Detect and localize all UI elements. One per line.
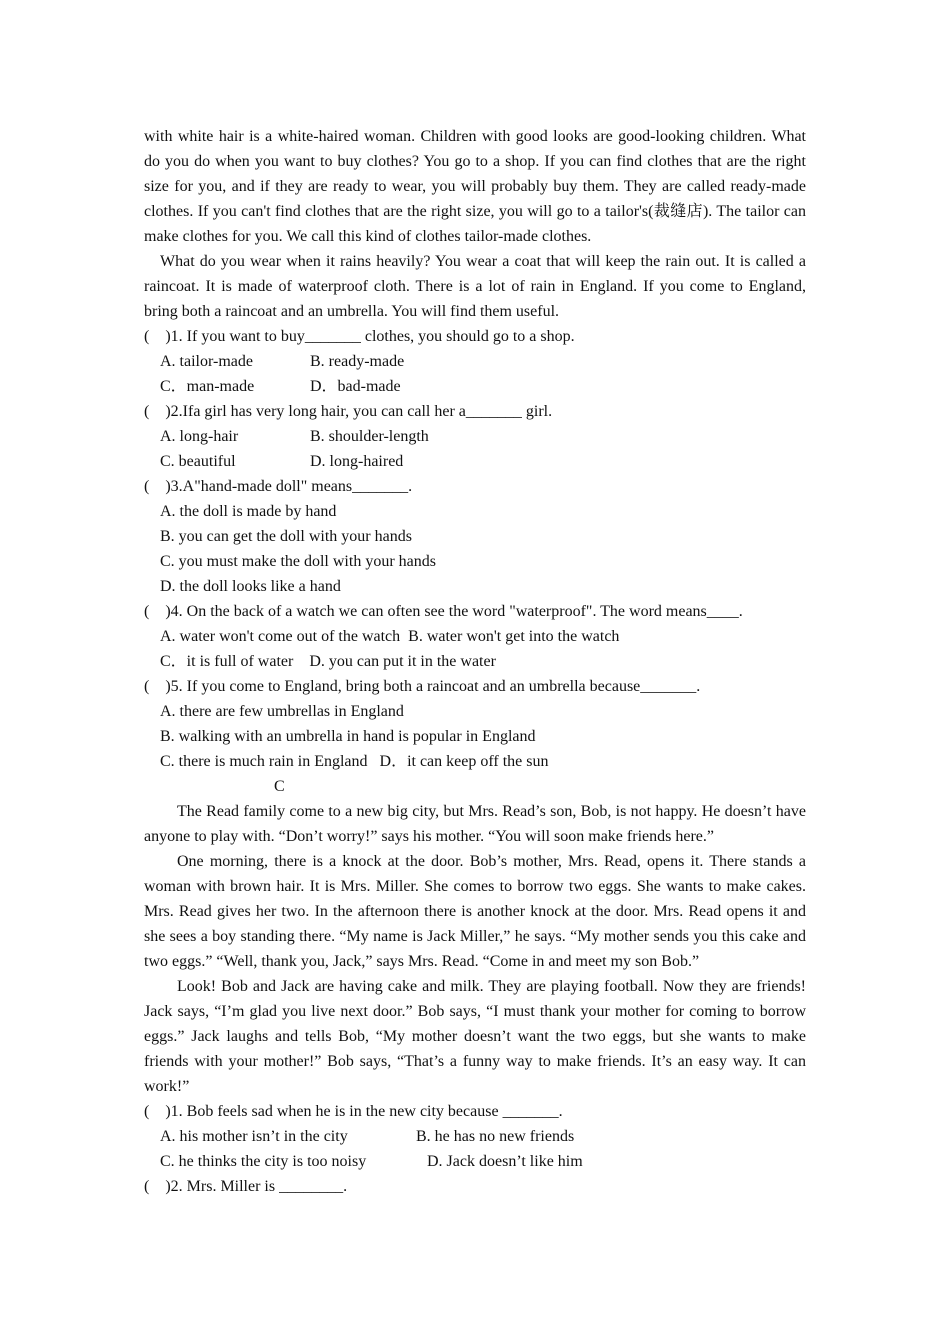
question-b2-option-a: A. long-hair — [160, 428, 239, 445]
question-c1-option-a: A. his mother isn’t in the city — [160, 1128, 348, 1145]
question-b5-option-b: B. walking with an umbrella in hand is popular in England — [160, 728, 536, 745]
question-b1-options-row-1 — [144, 349, 806, 374]
question-b4-options-row-1 — [144, 624, 806, 649]
question-b2-option-c: C. beautiful — [160, 453, 236, 470]
question-b4-options-ab: A. water won't come out of the watch B. water won't get into the watch — [160, 628, 620, 645]
passage-c-paragraph-2: One morning, there is a knock at the door. Bob’s mother, Mrs. Read, opens it. There stands a woman with brown hair. It is Mrs. Miller. She comes to borrow two eggs. She wants to make cakes. Mrs. Read gives her two. In the afternoon there is another knock at the door. Mrs. Read opens it and she sees a boy standing there. “My name is Jack Miller,” he says. “My mother sends you this cake and two eggs.” “Well, thank you, Jack,” says Mrs. Read. “Come in and meet my son Bob.” — [144, 853, 806, 970]
passage-c-paragraph-3: Look! Bob and Jack are having cake and milk. They are playing football. Now they are friends! Jack says, “I’m glad you live next door.” Bob says, “I must thank your mother for coming to borrow eggs.” Jack laughs and tells Bob, “My mother doesn’t want the two eggs, but she wants to make friends with your mother!” Bob says, “That’s a funny way to make friends. It’s an easy way. It can work!” — [144, 978, 806, 1095]
document-page — [144, 124, 806, 1199]
question-b5-options-cd-row — [144, 749, 806, 774]
question-b3-option-c-row — [144, 549, 806, 574]
question-b1-option-c: C．man-made — [160, 378, 255, 395]
question-b5-option-b-row — [144, 724, 806, 749]
question-b2-option-b: B. shoulder-length — [310, 428, 429, 445]
question-b3-stem: ( )3.A"hand-made doll" means_______. — [144, 478, 413, 495]
question-c1-options-row-2 — [144, 1149, 806, 1174]
question-b3-option-a-row — [144, 499, 806, 524]
question-b5-option-a: A. there are few umbrellas in England — [160, 703, 404, 720]
question-b4-stem: ( )4. On the back of a watch we can often see the word "waterproof". The word means____. — [144, 603, 743, 620]
question-b4-options-row-2 — [144, 649, 806, 674]
question-c1-options-row-1 — [144, 1124, 806, 1149]
question-b3-option-c: C. you must make the doll with your hands — [160, 553, 436, 570]
section-c-label: C — [274, 778, 285, 795]
question-b3-option-a: A. the doll is made by hand — [160, 503, 337, 520]
question-c1-stem: ( )1. Bob feels sad when he is in the new city because _______. — [144, 1103, 563, 1120]
question-b2-option-d: D. long-haired — [310, 453, 404, 470]
question-b3-option-d: D. the doll looks like a hand — [160, 578, 341, 595]
passage-b-paragraph-1: with white hair is a white-haired woman. Children with good looks are good-looking children. What do you do when you want to buy clothes? You go to a shop. If you can find clothes that are the right size for you, and if they are ready to wear, you will probably buy them. They are called ready-made clothes. If you can't find clothes that are the right size, you will go to a tailor's(裁缝店). The tailor can make clothes for you. We call this kind of clothes tailor-made clothes. — [144, 128, 806, 245]
passage-c-paragraph-1: The Read family come to a new big city, but Mrs. Read’s son, Bob, is not happy. He doesn’t have anyone to play with. “Don’t worry!” says his mother. “You will soon make friends here.” — [144, 803, 806, 845]
question-b1-option-b: B. ready-made — [310, 353, 405, 370]
question-b5-stem: ( )5. If you come to England, bring both a raincoat and an umbrella because_______. — [144, 678, 701, 695]
question-c1-option-c: C. he thinks the city is too noisy — [160, 1153, 367, 1170]
question-b3-option-d-row — [144, 574, 806, 599]
question-b1-stem: ( )1. If you want to buy_______ clothes, you should go to a shop. — [144, 328, 575, 345]
question-b5-options-cd: C. there is much rain in England D．it can keep off the sun — [160, 753, 549, 770]
question-b3-option-b: B. you can get the doll with your hands — [160, 528, 412, 545]
question-b1-option-a: A. tailor-made — [160, 353, 253, 370]
question-b1-option-d: D．bad-made — [310, 378, 401, 395]
passage-b-paragraph-2: What do you wear when it rains heavily? You wear a coat that will keep the rain out. It is called a raincoat. It is made of waterproof cloth. There is a lot of rain in England. If you come to England, bring both a raincoat and an umbrella. You will find them useful. — [144, 253, 806, 320]
question-c2-stem: ( )2. Mrs. Miller is ________. — [144, 1178, 348, 1195]
question-c1-option-b: B. he has no new friends — [416, 1128, 575, 1145]
question-b3-option-b-row — [144, 524, 806, 549]
question-b1-options-row-2 — [144, 374, 806, 399]
question-c1-option-d: D. Jack doesn’t like him — [427, 1153, 583, 1170]
question-b5-option-a-row — [144, 699, 806, 724]
question-b2-options-row-2 — [144, 449, 806, 474]
question-b2-stem: ( )2.Ifa girl has very long hair, you can call her a_______ girl. — [144, 403, 553, 420]
question-b4-options-cd: C．it is full of water D. you can put it in the water — [160, 653, 496, 670]
question-b2-options-row-1 — [144, 424, 806, 449]
